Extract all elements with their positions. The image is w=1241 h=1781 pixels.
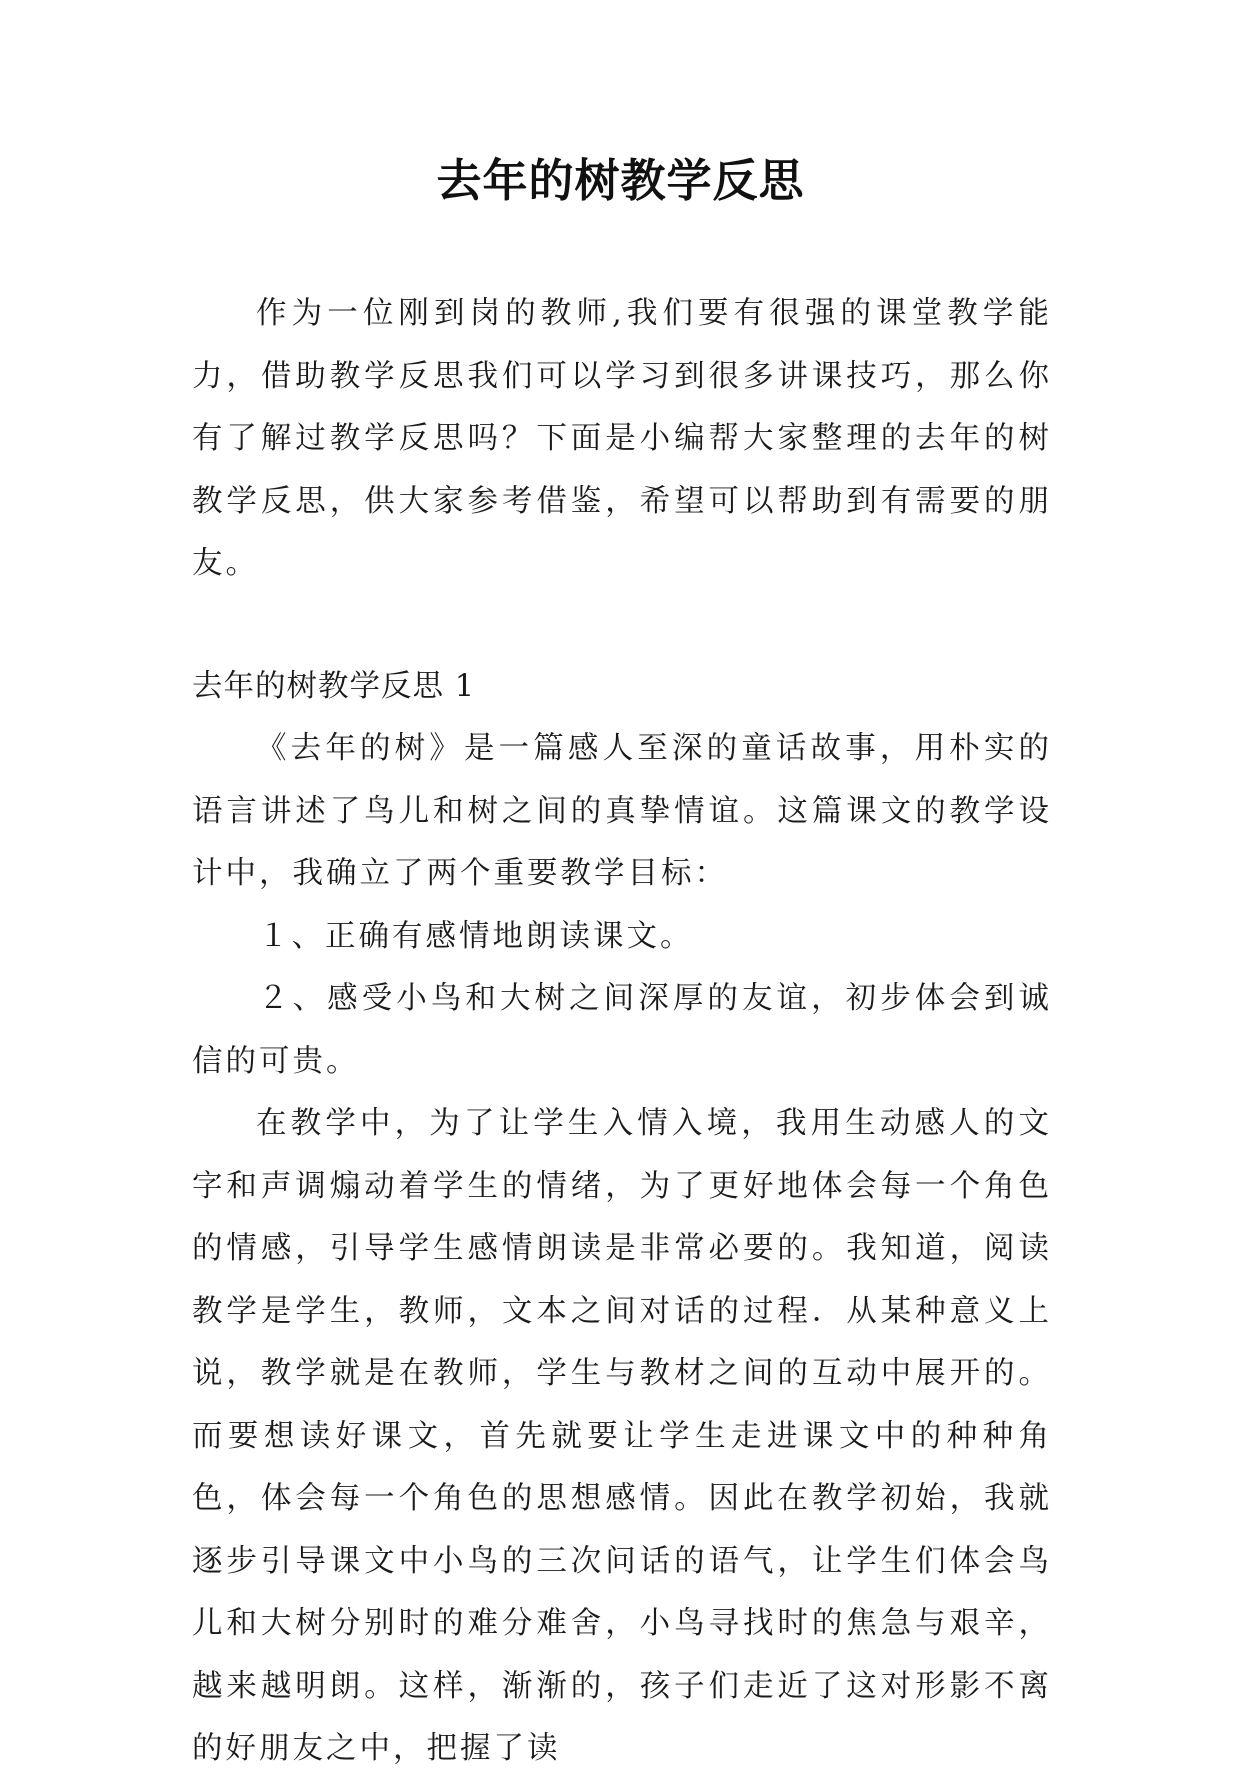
intro-paragraph: 作为一位刚到岗的教师,我们要有很强的课堂教学能力，借助教学反思我们可以学习到很多讲课技巧，那么你有了解过教学反思吗？下面是小编帮大家整理的去年的树教学反思，供大家参考借鉴，希望可以帮助到有需要的朋友。: [192, 296, 1052, 581]
document-title: 去年的树教学反思: [436, 154, 805, 207]
goal-item: ２、感受小鸟和大树之间深厚的友谊，初步体会到诚信的可贵。: [192, 981, 1052, 1079]
document-body: [192, 283, 1052, 1781]
goal-item: １、正确有感情地朗读课文。: [258, 918, 694, 954]
section-heading: 去年的树教学反思 1: [192, 668, 476, 704]
body-paragraph: 《去年的树》是一篇感人至深的童话故事，用朴实的语言讲述了鸟儿和树之间的真挚情谊。这篇课文的教学设计中，我确立了两个重要教学目标：: [192, 731, 1052, 891]
body-paragraph: 在教学中，为了让学生入情入境，我用生动感人的文字和声调煽动着学生的情绪，为了更好地体会每一个角色的情感，引导学生感情朗读是非常必要的。我知道，阅读教学是学生，教师，文本之间对话的过程．从某种意义上说，教学就是在教师，学生与教材之间的互动中展开的。而要想读好课文，首先就要让学生走进课文中的种种角色，体会每一个角色的思想感情。因此在教学初始，我就逐步引导课文中小鸟的三次问话的语气，让学生们体会鸟儿和大树分别时的难分难舍，小鸟寻找时的焦急与艰辛，越来越明朗。这样，渐渐的，孩子们走近了这对形影不离的好朋友之中，把握了读: [192, 1106, 1052, 1766]
